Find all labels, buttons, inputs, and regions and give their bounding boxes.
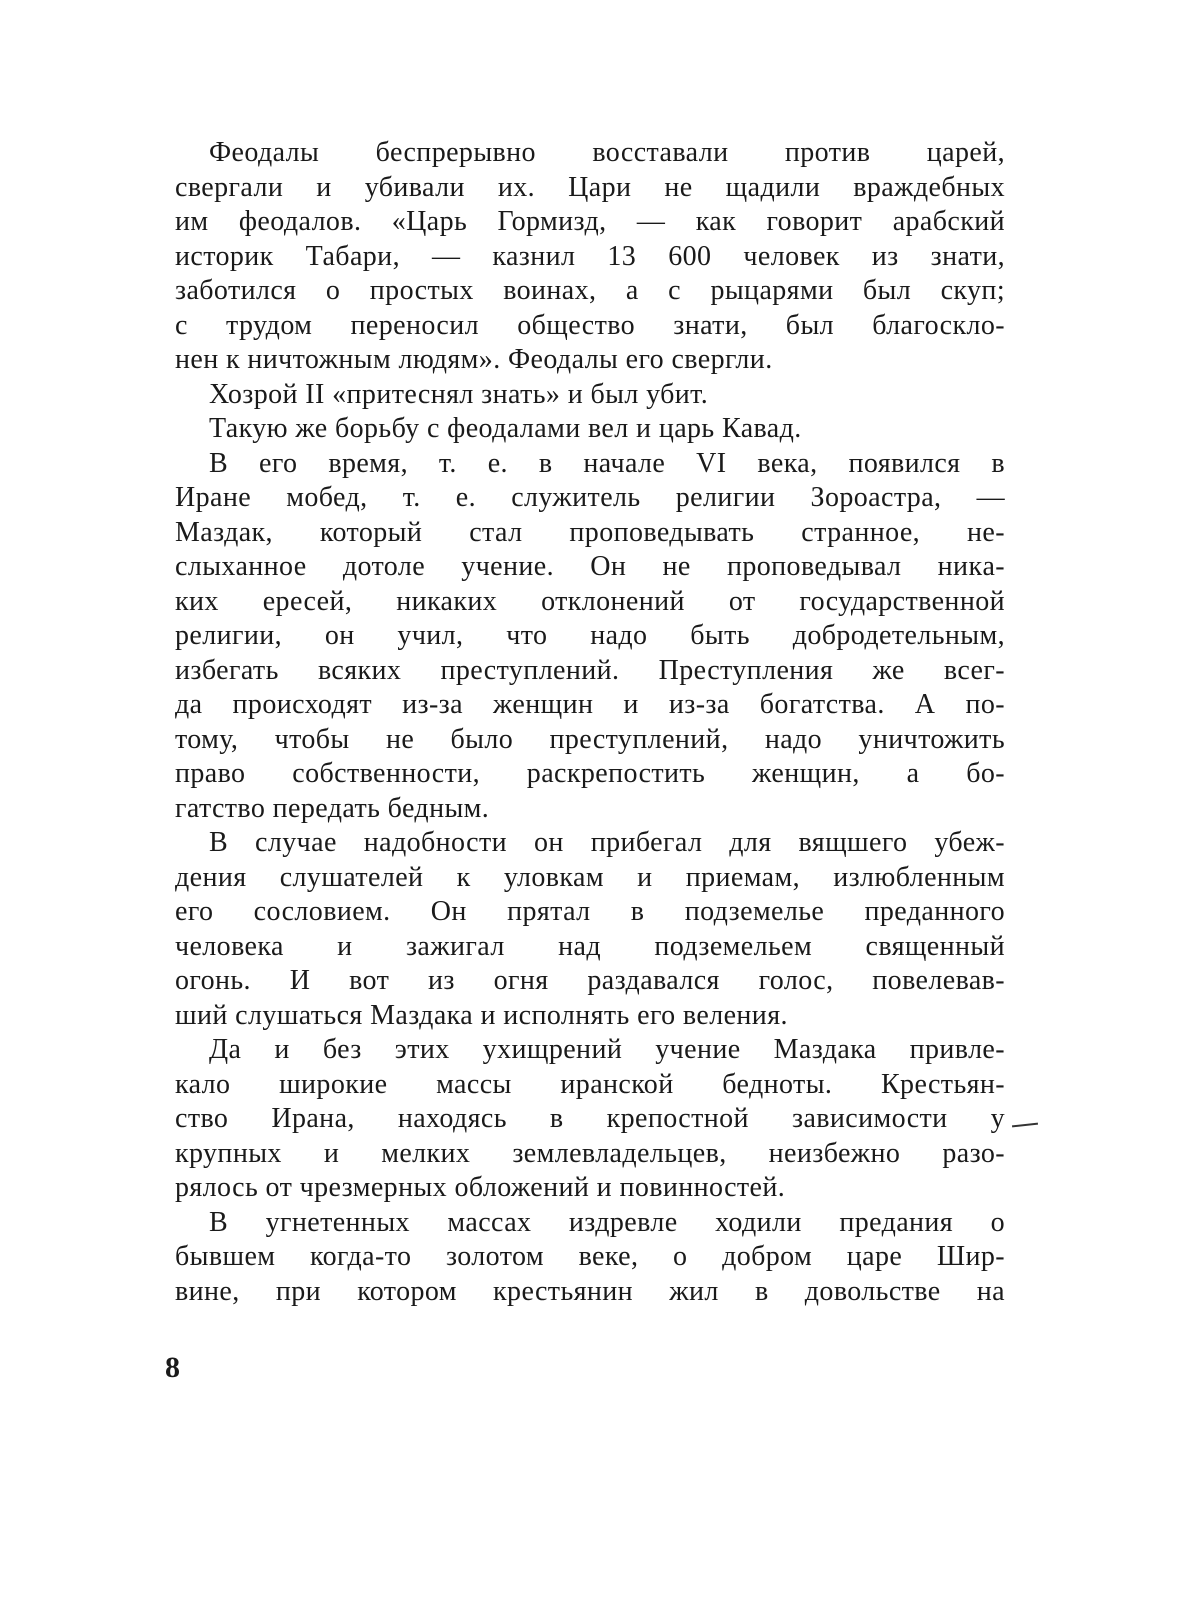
page-number: 8 bbox=[165, 1351, 180, 1384]
text-line: крупных и мелких землевладельцев, неизбежно разо- bbox=[175, 1137, 1005, 1169]
text-line: свергали и убивали их. Цари не щадили враждебных bbox=[175, 171, 1005, 203]
text-line: В его время, т. е. в начале VI века, появился в bbox=[209, 447, 1005, 479]
text-line: дения слушателей к уловкам и приемам, излюбленным bbox=[175, 861, 1005, 893]
paragraph-3 bbox=[175, 412, 1005, 447]
paragraph-1 bbox=[175, 136, 1005, 378]
margin-mark bbox=[1012, 1123, 1038, 1128]
text-line: В случае надобности он прибегал для вящшего убеж- bbox=[209, 827, 1005, 858]
text-line: Такую же борьбу с феодалами вел и царь Кавад. bbox=[209, 413, 802, 444]
text-line: Маздак, который стал проповедывать странное, не- bbox=[175, 516, 1005, 548]
paragraph-5 bbox=[175, 826, 1005, 1033]
text-line: бывшем когда-то золотом веке, о добром царе Шир- bbox=[175, 1241, 1005, 1272]
text-line: нен к ничтожным людям». Феодалы его свергли. bbox=[175, 344, 773, 375]
text-line: право собственности, раскрепостить женщин, а бо- bbox=[175, 758, 1005, 789]
text-line: Да и без этих ухищрений учение Маздака привле- bbox=[209, 1034, 1005, 1065]
text-line: ство Ирана, находясь в крепостной зависимости у bbox=[175, 1103, 1005, 1134]
text-line: заботился о простых воинах, а с рыцарями был скуп; bbox=[175, 275, 1005, 306]
text-line: гатство передать бедным. bbox=[175, 792, 490, 824]
text-line: им феодалов. «Царь Гормизд, — как говорит арабский bbox=[175, 206, 1005, 237]
paragraph-4 bbox=[175, 447, 1005, 827]
text-line: слыханное дотоле учение. Он не проповедывал никa- bbox=[175, 551, 1005, 582]
text-line: вине, при котором крестьянин жил в довольстве на bbox=[175, 1275, 1005, 1307]
text-line: тому, чтобы не было преступлений, надо уничтожить bbox=[175, 723, 1005, 755]
text-line: избегать всяких преступлений. Преступления же всег- bbox=[175, 654, 1005, 686]
text-line: его сословием. Он прятал в подземелье преданного bbox=[175, 896, 1005, 927]
text-line: ший слушаться Маздака и исполнять его веления. bbox=[175, 999, 788, 1031]
text-line: Хозрой II «притеснял знать» и был убит. bbox=[209, 378, 709, 410]
text-line: да происходят из-за женщин и из-за богатства. А по- bbox=[175, 689, 1005, 720]
paragraph-7 bbox=[175, 1206, 1005, 1310]
text-line: Иране мобед, т. е. служитель религии Зороастра, — bbox=[175, 482, 1005, 513]
text-line: рялось от чрезмерных обложений и повинностей. bbox=[175, 1172, 786, 1203]
text-line: человека и зажигал над подземельем священный bbox=[175, 930, 1005, 962]
text-line: Феодалы беспрерывно восставали против царей, bbox=[209, 137, 1005, 168]
text-line: религии, он учил, что надо быть добродетельным, bbox=[175, 620, 1005, 651]
paragraph-6 bbox=[175, 1033, 1005, 1206]
text-line: В угнетенных массах издревле ходили предания о bbox=[209, 1206, 1005, 1238]
text-line: огонь. И вот из огня раздавался голос, повелевав- bbox=[175, 965, 1005, 996]
text-body bbox=[175, 136, 1005, 1309]
text-line: историк Табари, — казнил 13 600 человек из знати, bbox=[175, 240, 1005, 272]
text-line: с трудом переносил общество знати, был благоскло- bbox=[175, 309, 1005, 341]
text-line: ких ересей, никаких отклонений от государственной bbox=[175, 585, 1005, 617]
paragraph-2 bbox=[175, 378, 1005, 413]
text-line: кало широкие массы иранской бедноты. Крестьян- bbox=[175, 1068, 1005, 1100]
